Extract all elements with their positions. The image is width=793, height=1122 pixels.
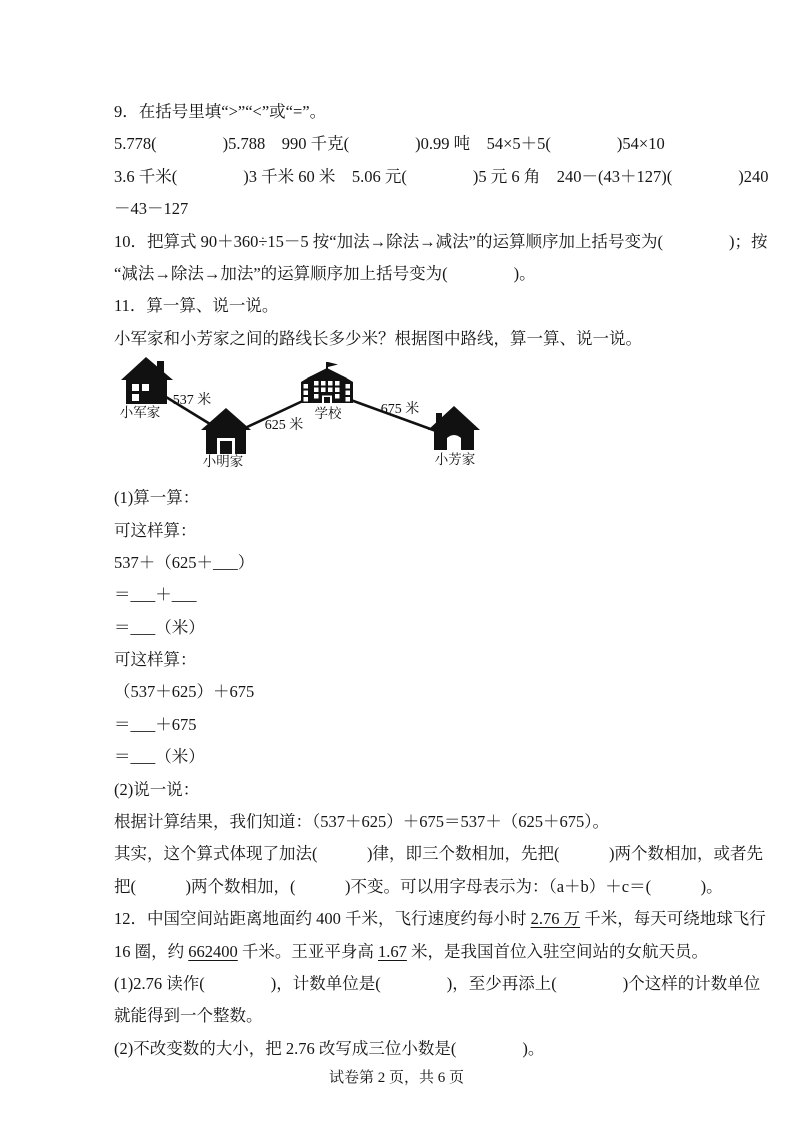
school-icon bbox=[301, 362, 353, 403]
p12-line-1 bbox=[114, 903, 766, 935]
label-xiaoming-home: 小明家 bbox=[202, 454, 244, 470]
p11-intro: 小军家和小芳家之间的路线长多少米？根据图中路线，算一算、说一说。 bbox=[114, 328, 642, 348]
p12-text-c: 16 圈，约 bbox=[114, 941, 189, 961]
p11-step-13: 把( )两个数相加，( )不变。可以用字母表示为：（a＋b）＋c＝( )。 bbox=[114, 876, 723, 896]
distance-675: 675 米 bbox=[380, 402, 420, 418]
distance-537: 537 米 bbox=[172, 393, 212, 409]
p12-text-d: 千米。王亚平身高 bbox=[237, 941, 378, 961]
p11-step-6: 可这样算： bbox=[114, 650, 197, 670]
route-map bbox=[116, 353, 496, 480]
p11-step-2: 可这样算： bbox=[114, 520, 197, 540]
p12-sub-1b: 就能得到一个整数。 bbox=[114, 1006, 263, 1026]
p12-underlined-height: 1.67 bbox=[378, 941, 407, 961]
p11-step-3: 537＋（625＋___） bbox=[114, 552, 255, 572]
p11-step-4: ＝___＋___ bbox=[114, 585, 197, 605]
p12-sub-2: (2)不改变数的大小，把 2.76 改写成三位小数是( )。 bbox=[114, 1038, 545, 1058]
p12-text-b: 千米，每天可绕地球飞行 bbox=[580, 909, 766, 929]
p12-line-2 bbox=[114, 936, 708, 968]
p9-row-3: －43－127 bbox=[114, 199, 189, 219]
p11-step-7: （537＋625）＋675 bbox=[114, 682, 255, 702]
route-diagram bbox=[114, 355, 693, 482]
p10-line-1: 10．把算式 90＋360÷15－5 按“加法→除法→减法”的运算顺序加上括号变为( )；按 bbox=[114, 231, 768, 251]
p9-row-2: 3.6 千米( )3 千米 60 米 5.06 元( )5 元 6 角 240－(43＋127)( )240 bbox=[114, 166, 769, 186]
p11-step-12: 其实，这个算式体现了加法( )律，即三个数相加，先把( )两个数相加，或者先 bbox=[114, 844, 763, 864]
p11-step-10: (2)说一说： bbox=[114, 779, 200, 799]
xiaoming-house-icon bbox=[201, 408, 251, 454]
label-xiaofang-home: 小芳家 bbox=[434, 452, 476, 468]
distance-625: 625 米 bbox=[264, 418, 304, 434]
p9-title: 9．在括号里填“>”“<”或“=”。 bbox=[114, 102, 327, 121]
p11-step-5: ＝___（米） bbox=[114, 617, 205, 637]
p12-text-e: 米，是我国首位入驻空间站的女航天员。 bbox=[406, 941, 708, 961]
label-school: 学校 bbox=[314, 406, 342, 422]
p9-row-1: 5.778( )5.788 990 千克( )0.99 吨 54×5＋5( )54×10 bbox=[114, 134, 665, 154]
p11-title: 11．算一算、说一说。 bbox=[114, 296, 279, 316]
label-xiaojun-home: 小军家 bbox=[119, 405, 161, 421]
p12-underlined-distance: 662400 bbox=[188, 941, 238, 961]
page-number-text: 试卷第 2 页，共 6 页 bbox=[328, 1070, 464, 1086]
p12-underlined-speed: 2.76 万 bbox=[530, 909, 581, 929]
p10-line-2: “减法→除法→加法”的运算顺序加上括号变为( )。 bbox=[114, 263, 536, 283]
p11-step-1: (1)算一算： bbox=[114, 488, 200, 508]
p12-text-a: 12．中国空间站距离地面约 400 千米，飞行速度约每小时 bbox=[114, 909, 531, 929]
xiaofang-house-icon bbox=[428, 406, 480, 450]
p11-step-8: ＝___＋675 bbox=[114, 714, 197, 734]
p11-step-9: ＝___（米） bbox=[114, 747, 205, 767]
p12-sub-1: (1)2.76 读作( )，计数单位是( )，至少再添上( )个这样的计数单位 bbox=[114, 973, 761, 993]
xiaojun-house-icon bbox=[121, 357, 173, 404]
p11-step-11: 根据计算结果，我们知道：（537＋625）＋675＝537＋（625＋675）。 bbox=[114, 812, 609, 832]
page-footer bbox=[0, 1062, 793, 1094]
